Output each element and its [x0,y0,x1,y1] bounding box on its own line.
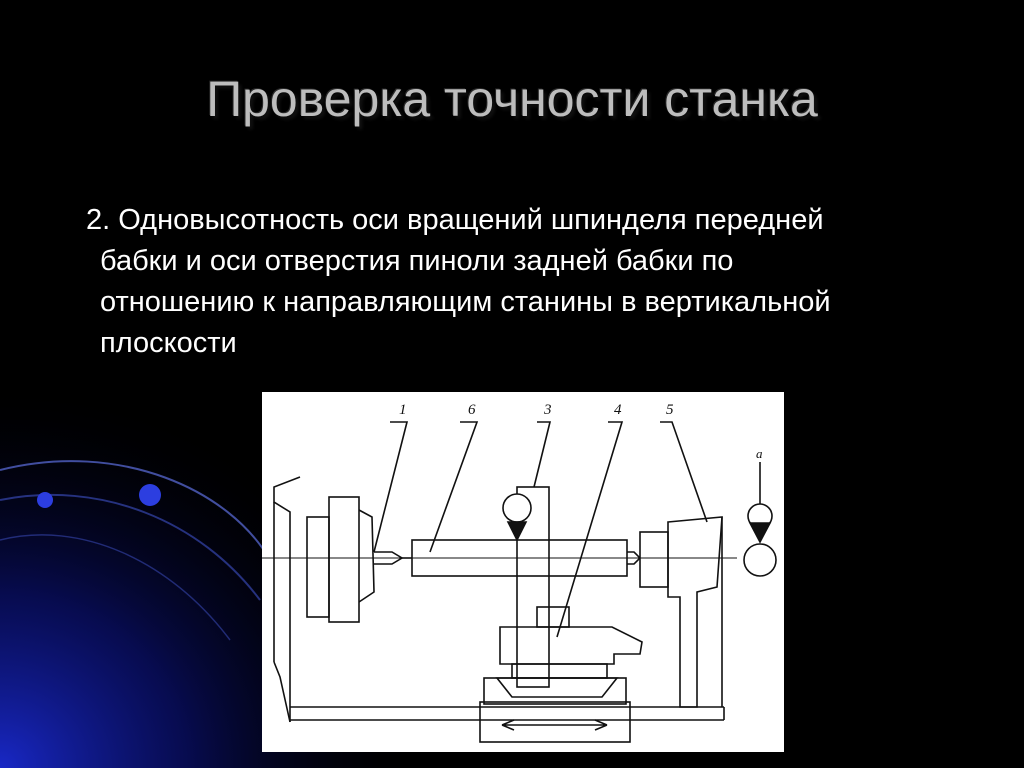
label-3: 3 [544,402,552,418]
tailstock-body [668,517,722,707]
tailstock-quill [640,532,668,587]
headstock-chuck [329,497,359,622]
bed-left-frame [274,477,300,722]
view-a-mandrel [744,544,776,576]
dial-indicator [503,494,531,522]
text-line: плоскости [100,327,237,359]
headstock-spindle-flange [307,517,329,617]
label-6: 6 [468,402,476,418]
slide-title: Проверка точности станка [206,71,818,127]
text-line: 2. Одновысотность оси вращений шпинделя передней [86,204,824,236]
bed-slide-block [480,702,630,742]
movement-arrow [502,720,607,730]
lathe-diagram [262,392,784,752]
text-line: бабки и оси отверстия пиноли задней бабки по [100,245,734,277]
bed-guide [484,678,626,704]
chuck-jaw [359,510,374,602]
label-a: a [756,446,763,461]
label-1: 1 [399,402,407,418]
label-4: 4 [614,402,622,418]
label-5: 5 [666,402,674,418]
saddle [512,664,607,678]
slide-body-text [86,200,976,364]
carriage [500,627,642,664]
text-line: отношению к направляющим станины в вертикальной [100,286,831,318]
v-guide [497,678,617,697]
indicator-post [537,607,569,627]
